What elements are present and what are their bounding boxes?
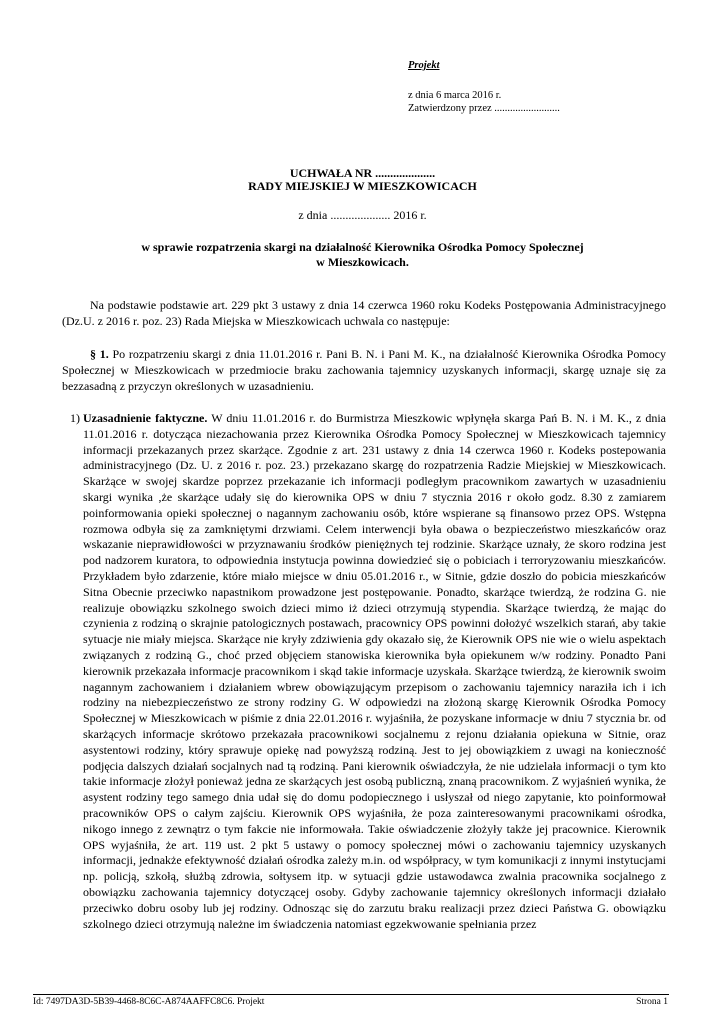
page-number: Strona 1	[636, 997, 668, 1007]
projekt-label: Projekt	[408, 60, 440, 71]
justification-heading: Uzasadnienie faktyczne.	[83, 411, 208, 425]
subject-line-1: w sprawie rozpatrzenia skargi na działalność Kierownika Ośrodka Pomocy Społecznej	[141, 240, 584, 254]
justification-number: 1)	[70, 411, 80, 425]
subject-line-2: w Mieszkowicach.	[316, 255, 409, 269]
justification-body: W dniu 11.01.2016 r. do Burmistrza Mieszkowic wpłynęła skarga Pań B. N. i M. K., z dnia 11.01.2016 r. dotycząca niezachowania przez Kierownika Ośrodka Pomocy Społecznej w Mieszkowicach tajemnicy informacji przekazanych przez skarżące. Zgodnie z art. 231 ustawy z dnia 14 czerwca 1960 r. Kodeks postepowania administracyjnego (Dz. U. z 2016 r. poz. 23.) przekazano skargę do rozpatrzenia Radzie Miejskiej w Mieszkowicach. Skarżące w swojej skardze poprzez przekazanie ich informacji podległym pracownikom zawartych w uzasadnieniu skargi wynika ,że skarżące udały się do kierownika OPS w dniu 7 stycznia 2016 r około godz. 8.30 z zamiarem poinformowania opieki społecznej o nagannym zachowaniu osób, które wspierane są finansowo przez OPS. Wstępna rozmowa odbyła się za zamkniętymi drzwiami. Celem interwencji była obawa o bezpieczeństwo mieszkańców oraz wskazanie nieprawidłowości w przyznawaniu środków pieniężnych tej rodzinie. Skarżące uznały, że skoro rodzina jest pod nadzorem kuratora, to odpowiednia instytucja powinna dowiedzieć się o pobiciach i terroryzowaniu mieszkańców. Przykładem było zdarzenie, które miało miejsce w dniu 05.01.2016 r., w Sitnie, gdzie doszło do pobicia mieszkańców Sitna Obecnie przeciwko napastnikom prowadzone jest postępowanie. Ponadto, skarżące twierdzą, że rodzina G. nie realizuje obowiązku szkolnego swoich dzieci mimo iż dzieci otrzymują stypendia. Skarżące twierdzą, że mając do czynienia z rodziną o skrajnie patologicznych postawach, pracownicy OPS powinni dołożyć wszelkich starań, aby takie sytuacje nie miały miejsca. Skarżące nie kryły zdziwienia gdy okazało się, że Kierownik OPS nie wie o wielu aspektach związanych z rodziną G., choć przed objęciem stanowiska kierownika była opiekunem w/w rodziny. Ponadto Pani kierownik przekazała informacje pracownikom i skąd takie informacje uzyskała. Skarżące twierdzą, że kierownik swoim nagannym zachowaniem i działaniem wbrew obowiązującym przepisom o zachowaniu tajemnicy naraziła ich i ich rodziny na niebezpieczeństwo ze strony rodziny G. W odpowiedzi na złożoną skargę Kierownik Ośrodka Pomocy Społecznej w Mieszkowicach w piśmie z dnia 22.01.2016 r. wyjaśniła, że pozyskane informacje w dniu 7 stycznia br. od skarżących informacje skrótowo przekazała pracownikowi socjalnemu z rejonu działania opiekuna w Sitnie, oraz asystentowi rodziny, który sprawuje opiekę nad powyższą rodziną. Jest to jej obowiązkiem z uwagi na konieczność podjęcia dalszych działań socjalnych nad tą rodziną. Pani kierownik oświadczyła, że nie udzielała informacji o tym kto takie informacje złożył ponieważ jedna ze skarżących jest osobą publiczną, znaną pracownikom. Z wyjaśnień wynika, że asystent rodziny tego samego dnia udał się do domu podopiecznego i usłyszał od niego zapytanie, kto poinformował pracowników OPS o całym zajściu. Kierownik OPS wyjaśniła, że poza zainteresowanymi pracownikami ośrodka, nikogo innego z zewnątrz o tym fakcie nie informowała. Takie oświadczenie złożyły także jej pracownice. Kierownik OPS wyjaśniła, że art. 119 ust. 2 pkt 5 ustawy o pomocy społecznej mówi o zachowaniu tajemnicy uzyskanych informacji, jednakże efektywność działań ośrodka zależy m.in. od współpracy, w tym komunikacji z innymi instytucjami np. policją, szkołą, służbą zdrowia, sołtysem itp. w sytuacji gdzie ustawodawca zwalnia pracownika socjalnego z obowiązku zachowania tajemnicy dotyczącej osoby. Gdyby zachowanie tajemnicy określonych informacji działało przeciwko dobru osoby lub jej rodziny. Odnosząc się do zarzutu braku realizacji przez dzieci Państwa G. obowiązku szkolnego dzieci otrzymują należne im świadczenia natomiast egzekwowanie spełniania przez	[83, 411, 666, 931]
paragraph-1	[62, 346, 666, 394]
paragraph-1-text: Po rozpatrzeniu skargi z dnia 11.01.2016 r. Pani B. N. i Pani M. K., na działalność Kierownika Ośrodka Pomocy Społecznej w Mieszkowicach w przedmiocie braku zachowania tajemnicy uzyskanych informacji, skargę uznaje się za bezzasadną z przyczyn określonych w uzasadnieniu.	[62, 347, 667, 393]
document-id: Id: 7497DA3D-5B39-4468-8C6C-A874AAFFC8C6. Projekt	[33, 997, 265, 1007]
resolution-date: z dnia .................... 2016 r.	[298, 208, 427, 222]
justification-section	[62, 411, 666, 932]
approved-by: Zatwierdzony przez .........................	[408, 103, 560, 114]
justification-text	[83, 411, 666, 932]
footer-divider	[33, 994, 669, 995]
paragraph-1-label: § 1.	[90, 347, 109, 361]
draft-date: z dnia 6 marca 2016 r.	[408, 90, 502, 101]
council-name: RADY MIEJSKIEJ W MIESZKOWICACH	[248, 179, 477, 193]
legal-basis-paragraph: Na podstawie podstawie art. 229 pkt 3 ustawy z dnia 14 czerwca 1960 roku Kodeks Postępowania Administracyjnego (Dz.U. z 2016 r. poz. 23) Rada Miejska w Mieszkowicach uchwala co następuje:	[62, 298, 666, 328]
resolution-number: UCHWAŁA NR ....................	[289, 166, 436, 180]
